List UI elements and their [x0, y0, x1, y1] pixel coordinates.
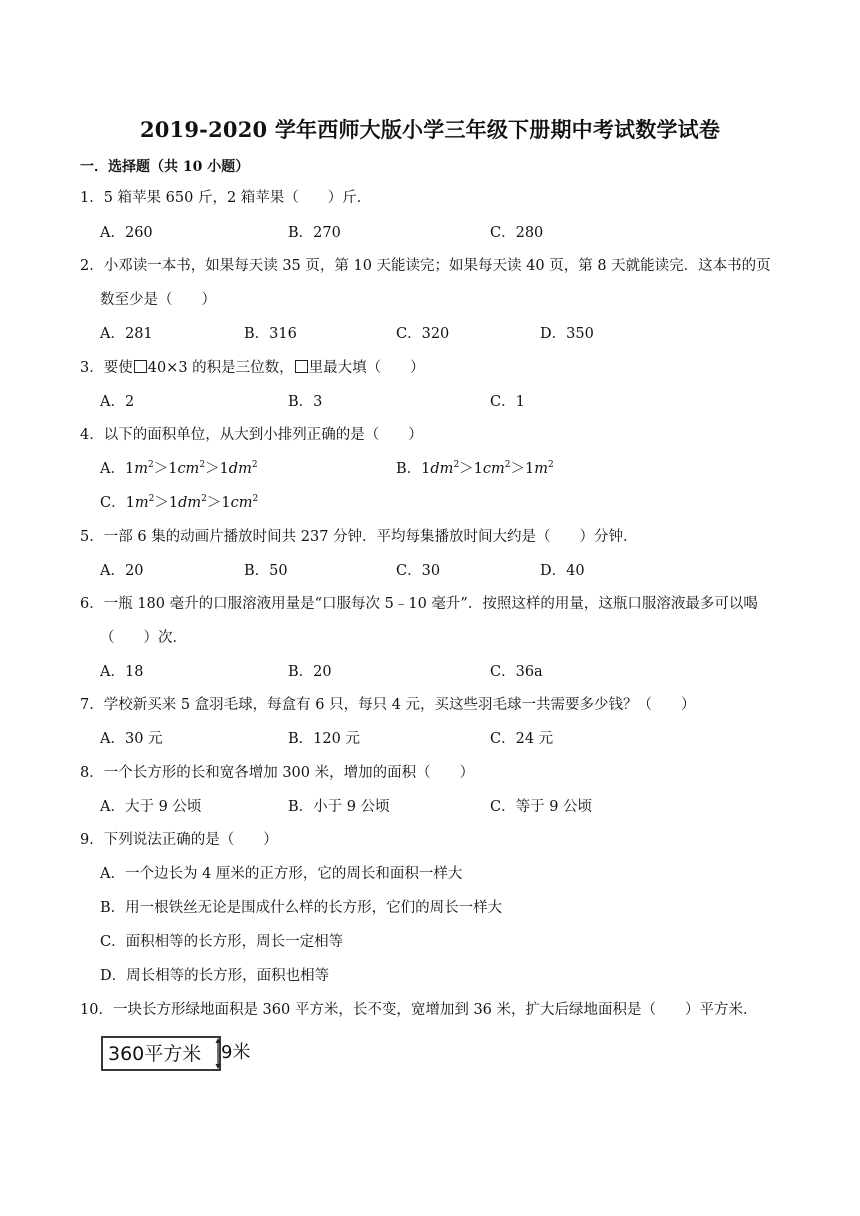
question-7-option-c: C．24 元: [490, 731, 554, 747]
question-4-option-b: B．$1dm^2>1cm^2>1m^2$: [396, 460, 554, 477]
rectangle-figure: [100, 1034, 260, 1074]
section-heading: 一．选择题（共 10 小题）: [80, 159, 250, 175]
question-7-option-a: A．30 元: [100, 731, 163, 747]
question-8-option-a: A．大于 9 公顷: [100, 799, 202, 815]
blank-square-icon: [295, 360, 308, 373]
question-8-option-b: B．小于 9 公顷: [288, 799, 390, 815]
question-2-option-d: D．350: [540, 326, 594, 342]
question-2-option-b: B．316: [244, 326, 297, 342]
question-9-option-a: A．一个边长为 4 厘米的正方形，它的周长和面积一样大: [100, 866, 463, 882]
blank-square-icon: [134, 360, 147, 373]
question-5-stem: 5．一部 6 集的动画片播放时间共 237 分钟．平均每集播放时间大约是（ ）分钟．: [80, 529, 638, 545]
question-6-option-c: C．36a: [490, 664, 543, 680]
question-5-option-b: B．50: [244, 563, 288, 579]
question-3-stem-pre: 3．要使: [80, 360, 133, 376]
question-6-stem-line1: 6．一瓶 180 毫升的口服溶液用量是“口服每次 5﹣10 毫升”．按照这样的用量，这瓶口服溶液最多可以喝: [80, 596, 758, 612]
question-3-stem-mid: 40×3 的积是三位数，: [147, 360, 294, 376]
question-2-stem-line1: 2．小邓读一本书，如果每天读 35 页，第 10 天能读完；如果每天读 40 页，第 8 天就能读完．这本书的页: [80, 258, 771, 274]
question-4-option-a: A．$1m^2>1cm^2>1dm^2$: [100, 460, 258, 477]
question-8-option-c: C．等于 9 公顷: [490, 799, 593, 815]
question-5-option-d: D．40: [540, 563, 585, 579]
question-3-stem-post: 里最大填（ ）: [308, 360, 425, 376]
question-9-option-c: C．面积相等的长方形，周长一定相等: [100, 934, 344, 950]
question-8-stem: 8．一个长方形的长和宽各增加 300 米，增加的面积（ ）: [80, 765, 475, 781]
figure-area-label: 360平方米: [108, 1043, 202, 1065]
question-9-stem: 9．下列说法正确的是（ ）: [80, 832, 278, 848]
question-6-option-b: B．20: [288, 664, 332, 680]
question-4-stem: 4．以下的面积单位，从大到小排列正确的是（ ）: [80, 427, 423, 443]
question-9-option-b: B．用一根铁丝无论是围成什么样的长方形，它们的周长一样大: [100, 900, 503, 916]
question-3-stem: [80, 358, 425, 378]
figure-width-label: 9米: [221, 1042, 251, 1063]
question-1-stem: 1．5 箱苹果 650 斤，2 箱苹果（ ）斤．: [80, 190, 372, 206]
question-2-stem-line2: 数至少是（ ）: [100, 292, 216, 308]
question-7-option-b: B．120 元: [288, 731, 360, 747]
question-9-option-d: D．周长相等的长方形，面积也相等: [100, 968, 330, 984]
question-1-option-a: A．260: [100, 225, 153, 241]
question-5-option-a: A．20: [100, 563, 144, 579]
question-2-option-a: A．281: [100, 326, 153, 342]
question-1-option-c: C．280: [490, 225, 544, 241]
question-7-stem: 7．学校新买来 5 盒羽毛球，每盒有 6 只，每只 4 元，买这些羽毛球一共需要多少钱？（ ）: [80, 697, 696, 713]
question-1-option-b: B．270: [288, 225, 341, 241]
question-3-option-b: B．3: [288, 394, 323, 410]
question-6-option-a: A．18: [100, 664, 144, 680]
question-10-stem: 10．一块长方形绿地面积是 360 平方米，长不变，宽增加到 36 米，扩大后绿地面积是（ ）平方米．: [80, 1002, 758, 1018]
question-6-stem-line2: （ ）次．: [100, 630, 187, 646]
question-3-option-c: C．1: [490, 394, 525, 410]
question-5-option-c: C．30: [396, 563, 441, 579]
page-title: 2019-2020 学年西师大版小学三年级下册期中考试数学试卷: [139, 117, 721, 142]
question-4-option-c: C．$1m^2>1dm^2>1cm^2$: [100, 494, 259, 511]
question-2-option-c: C．320: [396, 326, 450, 342]
question-3-option-a: A．2: [100, 394, 135, 410]
